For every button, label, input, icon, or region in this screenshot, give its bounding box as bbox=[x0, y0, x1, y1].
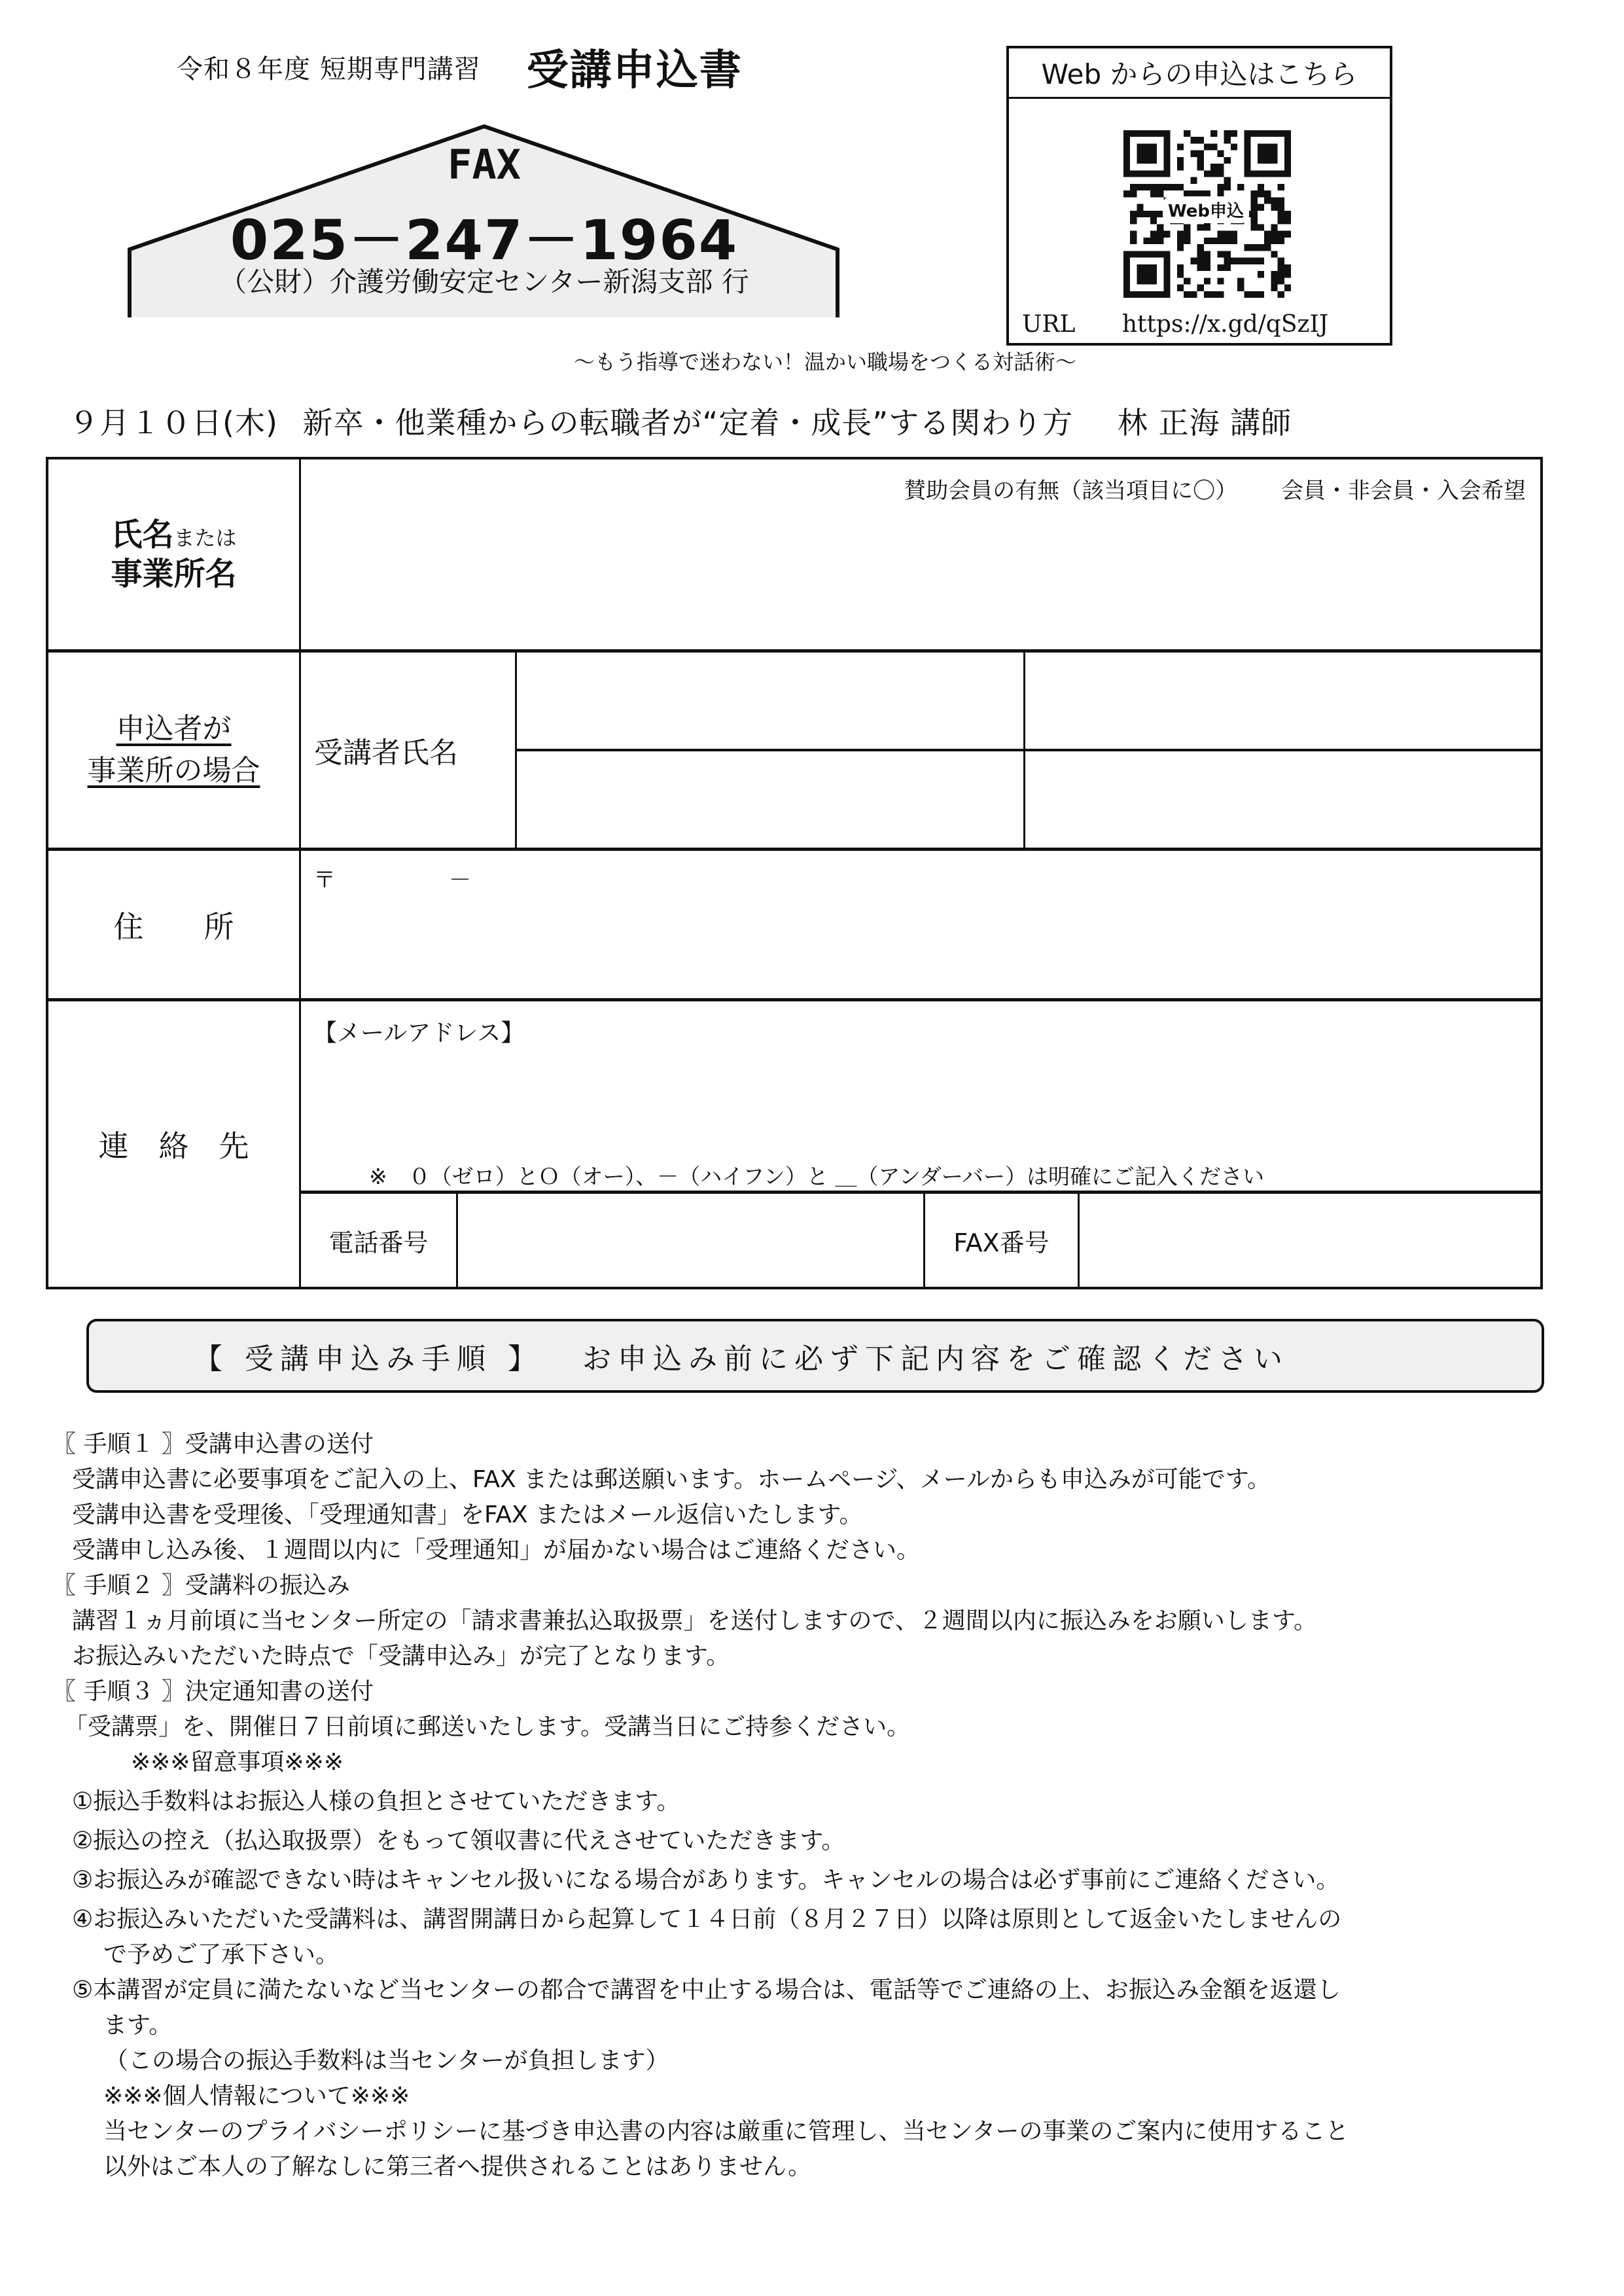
note-item: ②振込の控え（払込取扱票）をもって領収書に代えさせていただきます。 bbox=[72, 1827, 845, 1854]
address-label: 住 所 bbox=[113, 908, 234, 944]
document-title bbox=[177, 41, 743, 93]
step1-title: 〖 手順１ 〗受講申込書の送付 bbox=[52, 1431, 374, 1458]
procedure-section bbox=[52, 1427, 1577, 2185]
email-label: 【メールアドレス】 bbox=[313, 1020, 525, 1047]
column-divider bbox=[456, 1191, 458, 1287]
web-application-heading: Web からの申込はこちら bbox=[1009, 48, 1390, 99]
column-divider bbox=[299, 459, 301, 1287]
name-input[interactable] bbox=[310, 512, 1527, 639]
note-item: ④お振込みいただいた受講料は、講習開講日から起算して１４日前（８月２７日）以降は原則として返金いたしませんの bbox=[72, 1906, 1342, 1933]
form-title: 受講申込書 bbox=[526, 46, 743, 95]
applicant-label-line2: 事業所の場合 bbox=[87, 754, 260, 787]
step2-title: 〖 手順２ 〗受講料の振込み bbox=[52, 1572, 350, 1599]
email-input[interactable] bbox=[310, 1049, 1527, 1147]
session-line bbox=[69, 399, 1306, 442]
email-note: ※ ０（ゼロ）とＯ（オー）、－（ハイフン）と ＿（アンダーバー）は明確にご記入ください bbox=[369, 1164, 1265, 1189]
procedure-banner bbox=[86, 1319, 1544, 1393]
web-url-line bbox=[1022, 311, 1328, 338]
address-input[interactable] bbox=[310, 852, 1527, 996]
phone-input[interactable] bbox=[459, 1194, 922, 1285]
qr-center-label: Web申込 bbox=[1163, 196, 1249, 223]
note-item-cont: で予めご了承下さい。 bbox=[103, 1941, 340, 1968]
step1-line: 受講申し込み後、１週間以内に「受理通知」が届かない場合はご連絡ください。 bbox=[72, 1537, 921, 1564]
column-divider bbox=[1078, 1191, 1080, 1287]
web-application-box bbox=[1006, 46, 1392, 346]
privacy-heading: ※※※個人情報について※※※ bbox=[103, 2083, 410, 2109]
attendee-name-input-2[interactable] bbox=[1027, 655, 1537, 747]
url-label: URL bbox=[1022, 311, 1076, 338]
note-item: ③お振込みが確認できない時はキャンセル扱いになる場合があります。キャンセルの場合は必ず事前にご連絡ください。 bbox=[72, 1867, 1340, 1893]
applicant-office-label bbox=[48, 653, 299, 848]
office-name-label: 事業所名 bbox=[111, 556, 237, 592]
fax-number: 025－247－1964 bbox=[230, 208, 739, 272]
fax-number-input[interactable] bbox=[1081, 1194, 1539, 1285]
step1-line: 受講申込書に必要事項をご記入の上、FAX または郵送願います。ホームページ、メールからも申込みが可能です。 bbox=[72, 1466, 1271, 1493]
postal-dash: － bbox=[449, 867, 471, 893]
attendee-name-input-1[interactable] bbox=[518, 655, 1022, 747]
name-label-main: 氏名 bbox=[111, 516, 174, 553]
postal-mark: 〒 bbox=[313, 867, 336, 893]
step3-line: 「受講票」を、開催日７日前頃に郵送いたします。受講当日にご持参ください。 bbox=[64, 1713, 911, 1740]
step2-line: お振込みいただいた時点で「受講申込み」が完了となります。 bbox=[72, 1643, 730, 1670]
step3-title: 〖 手順３ 〗決定通知書の送付 bbox=[52, 1678, 374, 1705]
note-item: ①振込手数料はお振込人様の負担とさせていただきます。 bbox=[72, 1788, 680, 1815]
fax-label: FAX bbox=[448, 141, 521, 188]
name-label bbox=[48, 459, 299, 649]
name-label-or: または bbox=[173, 526, 237, 550]
course-subtitle: 令和８年度 短期専門講習 bbox=[177, 54, 481, 84]
web-url-link[interactable]: https://x.gd/qSzIJ bbox=[1121, 311, 1329, 338]
notes-heading: ※※※留意事項※※※ bbox=[131, 1749, 344, 1776]
application-form-table bbox=[46, 457, 1543, 1289]
step1-line: 受講申込書を受理後、「受理通知書」をFAX またはメール返信いたします。 bbox=[72, 1501, 863, 1528]
banner-title: 【 受講申込み手順 】 bbox=[194, 1342, 543, 1376]
attendee-name-input-4[interactable] bbox=[1027, 753, 1537, 846]
membership-options[interactable]: 会員・非会員・入会希望 bbox=[1281, 478, 1526, 504]
fax-number-label: FAX番号 bbox=[953, 1228, 1050, 1257]
privacy-line: 以外はご本人の了解なしに第三者へ提供されることはありません。 bbox=[103, 2153, 812, 2180]
note-item: ⑤本講習が定員に満たないなど当センターの都合で講習を中止する場合は、電話等でご連絡の上、お振込み金額を返還し bbox=[72, 1977, 1341, 2003]
session-date: ９月１０日(木) bbox=[69, 405, 278, 440]
fax-destination: （公財）介護労働安定センター新潟支部 行 bbox=[219, 266, 749, 298]
session-topic: 新卒・他業種からの転職者が“定着・成長”する関わり方 bbox=[302, 405, 1074, 440]
phone-label: 電話番号 bbox=[328, 1228, 429, 1257]
column-divider bbox=[1023, 649, 1025, 849]
session-lecturer: 林 正海 講師 bbox=[1117, 405, 1292, 440]
note-item-cont: ます。 bbox=[103, 2012, 173, 2039]
row-divider bbox=[515, 749, 1540, 751]
applicant-label-line1: 申込者が bbox=[116, 712, 232, 746]
column-divider bbox=[515, 649, 517, 849]
privacy-line: 当センターのプライバシーポリシーに基づき申込書の内容は厳重に管理し、当センターの事業のご案内に使用すること bbox=[103, 2118, 1349, 2145]
course-tagline: ～もう指導で迷わない！温かい職場をつくる対話術～ bbox=[573, 350, 1076, 374]
attendee-name-label: 受講者氏名 bbox=[314, 736, 458, 770]
contact-label: 連 絡 先 bbox=[98, 1128, 249, 1164]
banner-notice: お申込み前に必ず下記内容をご確認ください bbox=[582, 1342, 1289, 1376]
note-item-cont: （この場合の振込手数料は当センターが負担します） bbox=[105, 2047, 669, 2074]
step2-line: 講習１ヵ月前頃に当センター所定の「請求書兼払込取扱票」を送付しますので、２週間以内に振込みをお願いします。 bbox=[72, 1607, 1317, 1634]
attendee-name-input-3[interactable] bbox=[518, 753, 1022, 846]
membership-row bbox=[904, 473, 1526, 505]
membership-prompt: 賛助会員の有無（該当項目に〇） bbox=[904, 478, 1238, 504]
